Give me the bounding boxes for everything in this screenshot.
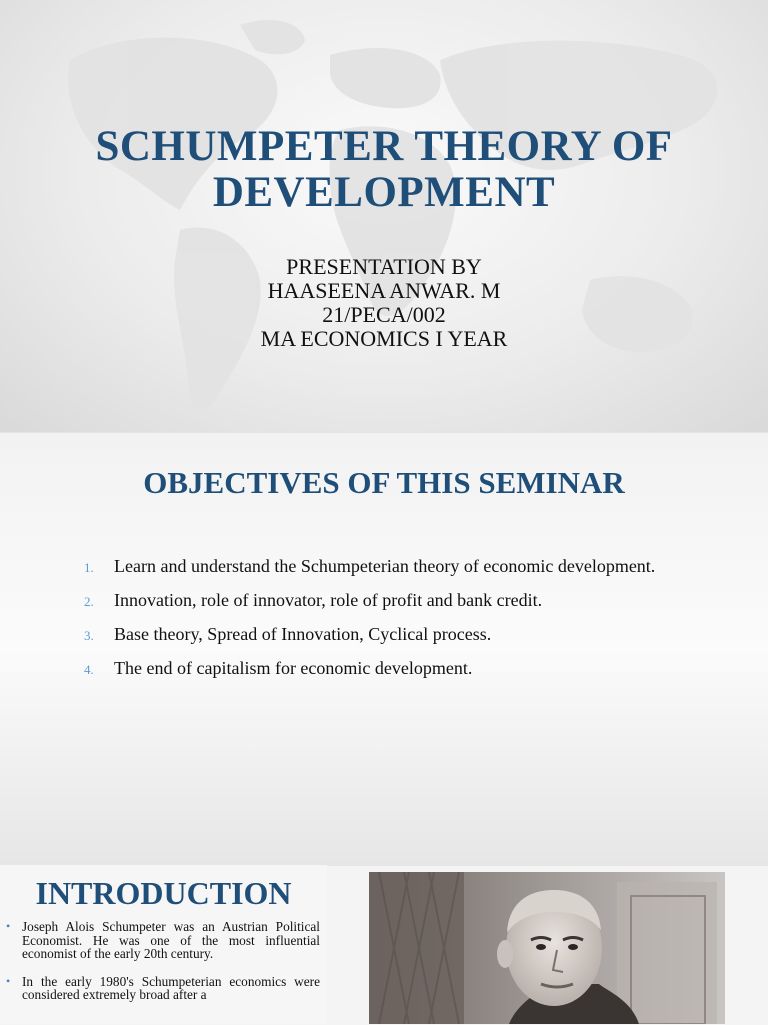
list-item-text: The end of capitalism for economic development. xyxy=(114,658,473,678)
bullet-text: In the early 1980's Schumpeterian economics were considered extremely broad after a xyxy=(22,973,320,1002)
presenter-line-4: MA ECONOMICS I YEAR xyxy=(260,326,508,351)
portrait-photo xyxy=(369,872,725,1024)
introduction-title: INTRODUCTION xyxy=(35,875,292,911)
list-item xyxy=(84,658,686,678)
list-item xyxy=(6,975,320,1002)
presenter-line-2: HAASEENA ANWAR. M xyxy=(267,278,501,303)
list-item-text: Learn and understand the Schumpeterian theory of economic development. xyxy=(114,556,656,576)
presenter-line-3: 21/PECA/002 xyxy=(322,302,446,327)
world-map-background xyxy=(0,0,768,432)
list-item xyxy=(84,590,686,610)
bullet-text: Joseph Alois Schumpeter was an Austrian Political Economist. He was one of the most influential economist of the early 20th century. xyxy=(22,919,320,961)
list-item-text: Innovation, role of innovator, role of profit and bank credit. xyxy=(114,590,543,610)
portrait-image xyxy=(369,872,725,1024)
list-item xyxy=(84,556,686,576)
slide-title: SCHUMPETER THEORY OF DEVELOPMENT xyxy=(95,123,673,216)
list-number: 2. xyxy=(84,594,94,609)
bullet-icon: • xyxy=(6,919,11,933)
presenter-line-1: PRESENTATION BY xyxy=(286,254,482,279)
objectives-title: OBJECTIVES OF THIS SEMINAR xyxy=(143,465,625,500)
list-item xyxy=(84,624,686,644)
list-number: 1. xyxy=(84,560,94,575)
introduction-bullets xyxy=(6,920,320,1016)
objectives-list xyxy=(84,556,686,692)
list-item xyxy=(6,920,320,961)
title-slide xyxy=(0,0,768,432)
bullet-icon: • xyxy=(6,973,11,988)
list-number: 4. xyxy=(84,662,94,677)
list-number: 3. xyxy=(84,628,94,643)
presenter-info xyxy=(0,255,768,351)
list-item-text: Base theory, Spread of Innovation, Cyclical process. xyxy=(114,624,492,644)
